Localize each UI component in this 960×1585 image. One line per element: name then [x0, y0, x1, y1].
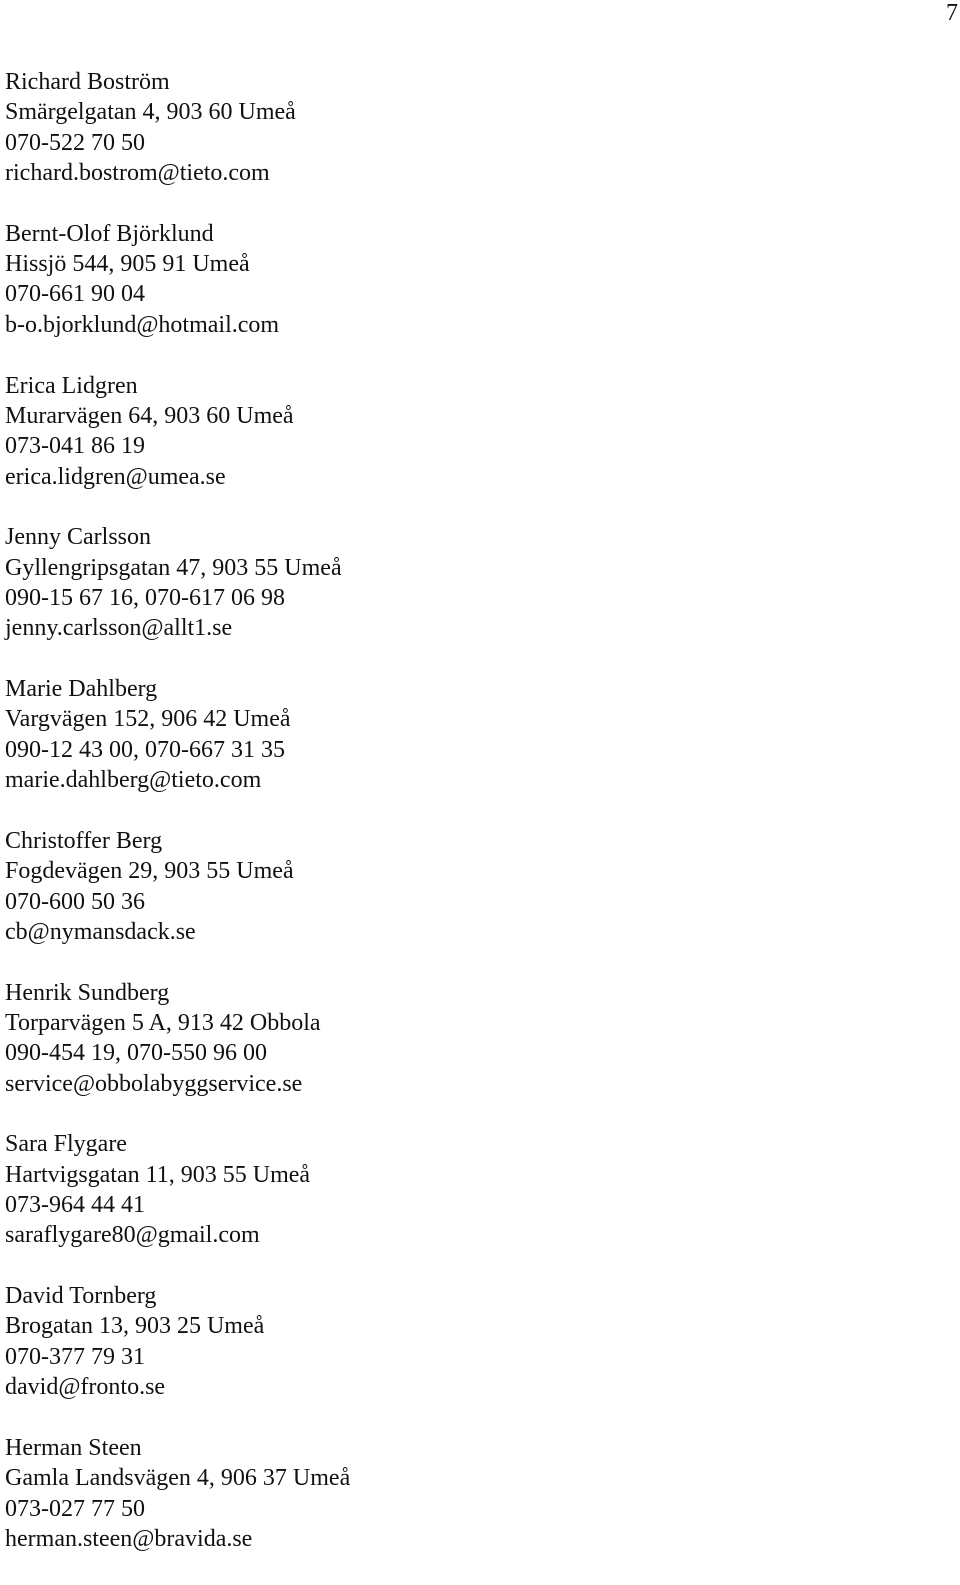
contact-name: Richard Boström [5, 69, 170, 95]
contact-name: Marie Dahlberg [5, 676, 158, 703]
contact-address: Torparvägen 5 A, 913 42 Obbola [5, 1009, 321, 1036]
contact-address: Hissjö 544, 905 91 Umeå [5, 251, 250, 278]
contact-name: Sara Flygare [5, 1131, 127, 1158]
contact-name: David Tornberg [5, 1283, 157, 1310]
contact-entry [5, 219, 905, 340]
contact-email: richard.bostrom@tieto.com [5, 160, 270, 187]
contact-phone: 090-454 19, 070-550 96 00 [5, 1040, 267, 1067]
contact-name: Christoffer Berg [5, 827, 163, 854]
contact-entry [5, 1433, 905, 1554]
contact-address: Fogdevägen 29, 903 55 Umeå [5, 858, 294, 885]
contact-address: Brogatan 13, 903 25 Umeå [5, 1313, 265, 1340]
contact-phone: 070-522 70 50 [5, 129, 145, 156]
contact-name: Erica Lidgren [5, 372, 138, 399]
contact-address: Murarvägen 64, 903 60 Umeå [5, 402, 294, 429]
contact-entry [5, 1281, 905, 1402]
contact-name: Jenny Carlsson [5, 524, 151, 551]
contact-address: Vargvägen 152, 906 42 Umeå [5, 706, 291, 733]
contact-entry [5, 67, 905, 188]
contact-entry [5, 1129, 905, 1250]
contact-name: Bernt-Olof Björklund [5, 220, 214, 247]
page-number: 7 [946, 0, 958, 26]
contact-email: saraflygare80@gmail.com [5, 1222, 260, 1249]
contact-email: b-o.bjorklund@hotmail.com [5, 311, 280, 338]
contact-entry [5, 826, 905, 947]
contact-email: david@fronto.se [5, 1374, 166, 1401]
contact-address: Smärgelgatan 4, 903 60 Umeå [5, 99, 296, 126]
contact-address: Hartvigsgatan 11, 903 55 Umeå [5, 1161, 311, 1188]
contact-phone: 090-15 67 16, 070-617 06 98 [5, 584, 285, 611]
contact-phone: 073-041 86 19 [5, 433, 145, 460]
contact-email: jenny.carlsson@allt1.se [5, 615, 233, 642]
contact-email: service@obbolabyggservice.se [5, 1070, 303, 1097]
contact-phone: 070-661 90 04 [5, 281, 145, 308]
contact-entry [5, 522, 905, 643]
contact-list [5, 67, 905, 1585]
contact-phone: 073-964 44 41 [5, 1192, 145, 1219]
contact-phone: 070-377 79 31 [5, 1343, 145, 1370]
contact-address: Gyllengripsgatan 47, 903 55 Umeå [5, 554, 342, 581]
contact-email: herman.steen@bravida.se [5, 1525, 253, 1552]
contact-email: marie.dahlberg@tieto.com [5, 767, 262, 794]
contact-entry [5, 978, 905, 1099]
contact-name: Henrik Sundberg [5, 979, 170, 1006]
contact-phone: 073-027 77 50 [5, 1495, 145, 1522]
contact-email: erica.lidgren@umea.se [5, 463, 226, 490]
contact-name: Herman Steen [5, 1434, 142, 1461]
contact-entry [5, 371, 905, 492]
contact-phone: 070-600 50 36 [5, 888, 145, 915]
contact-entry [5, 674, 905, 795]
contact-phone: 090-12 43 00, 070-667 31 35 [5, 736, 285, 763]
contact-address: Gamla Landsvägen 4, 906 37 Umeå [5, 1465, 351, 1492]
contact-email: cb@nymansdack.se [5, 918, 196, 945]
